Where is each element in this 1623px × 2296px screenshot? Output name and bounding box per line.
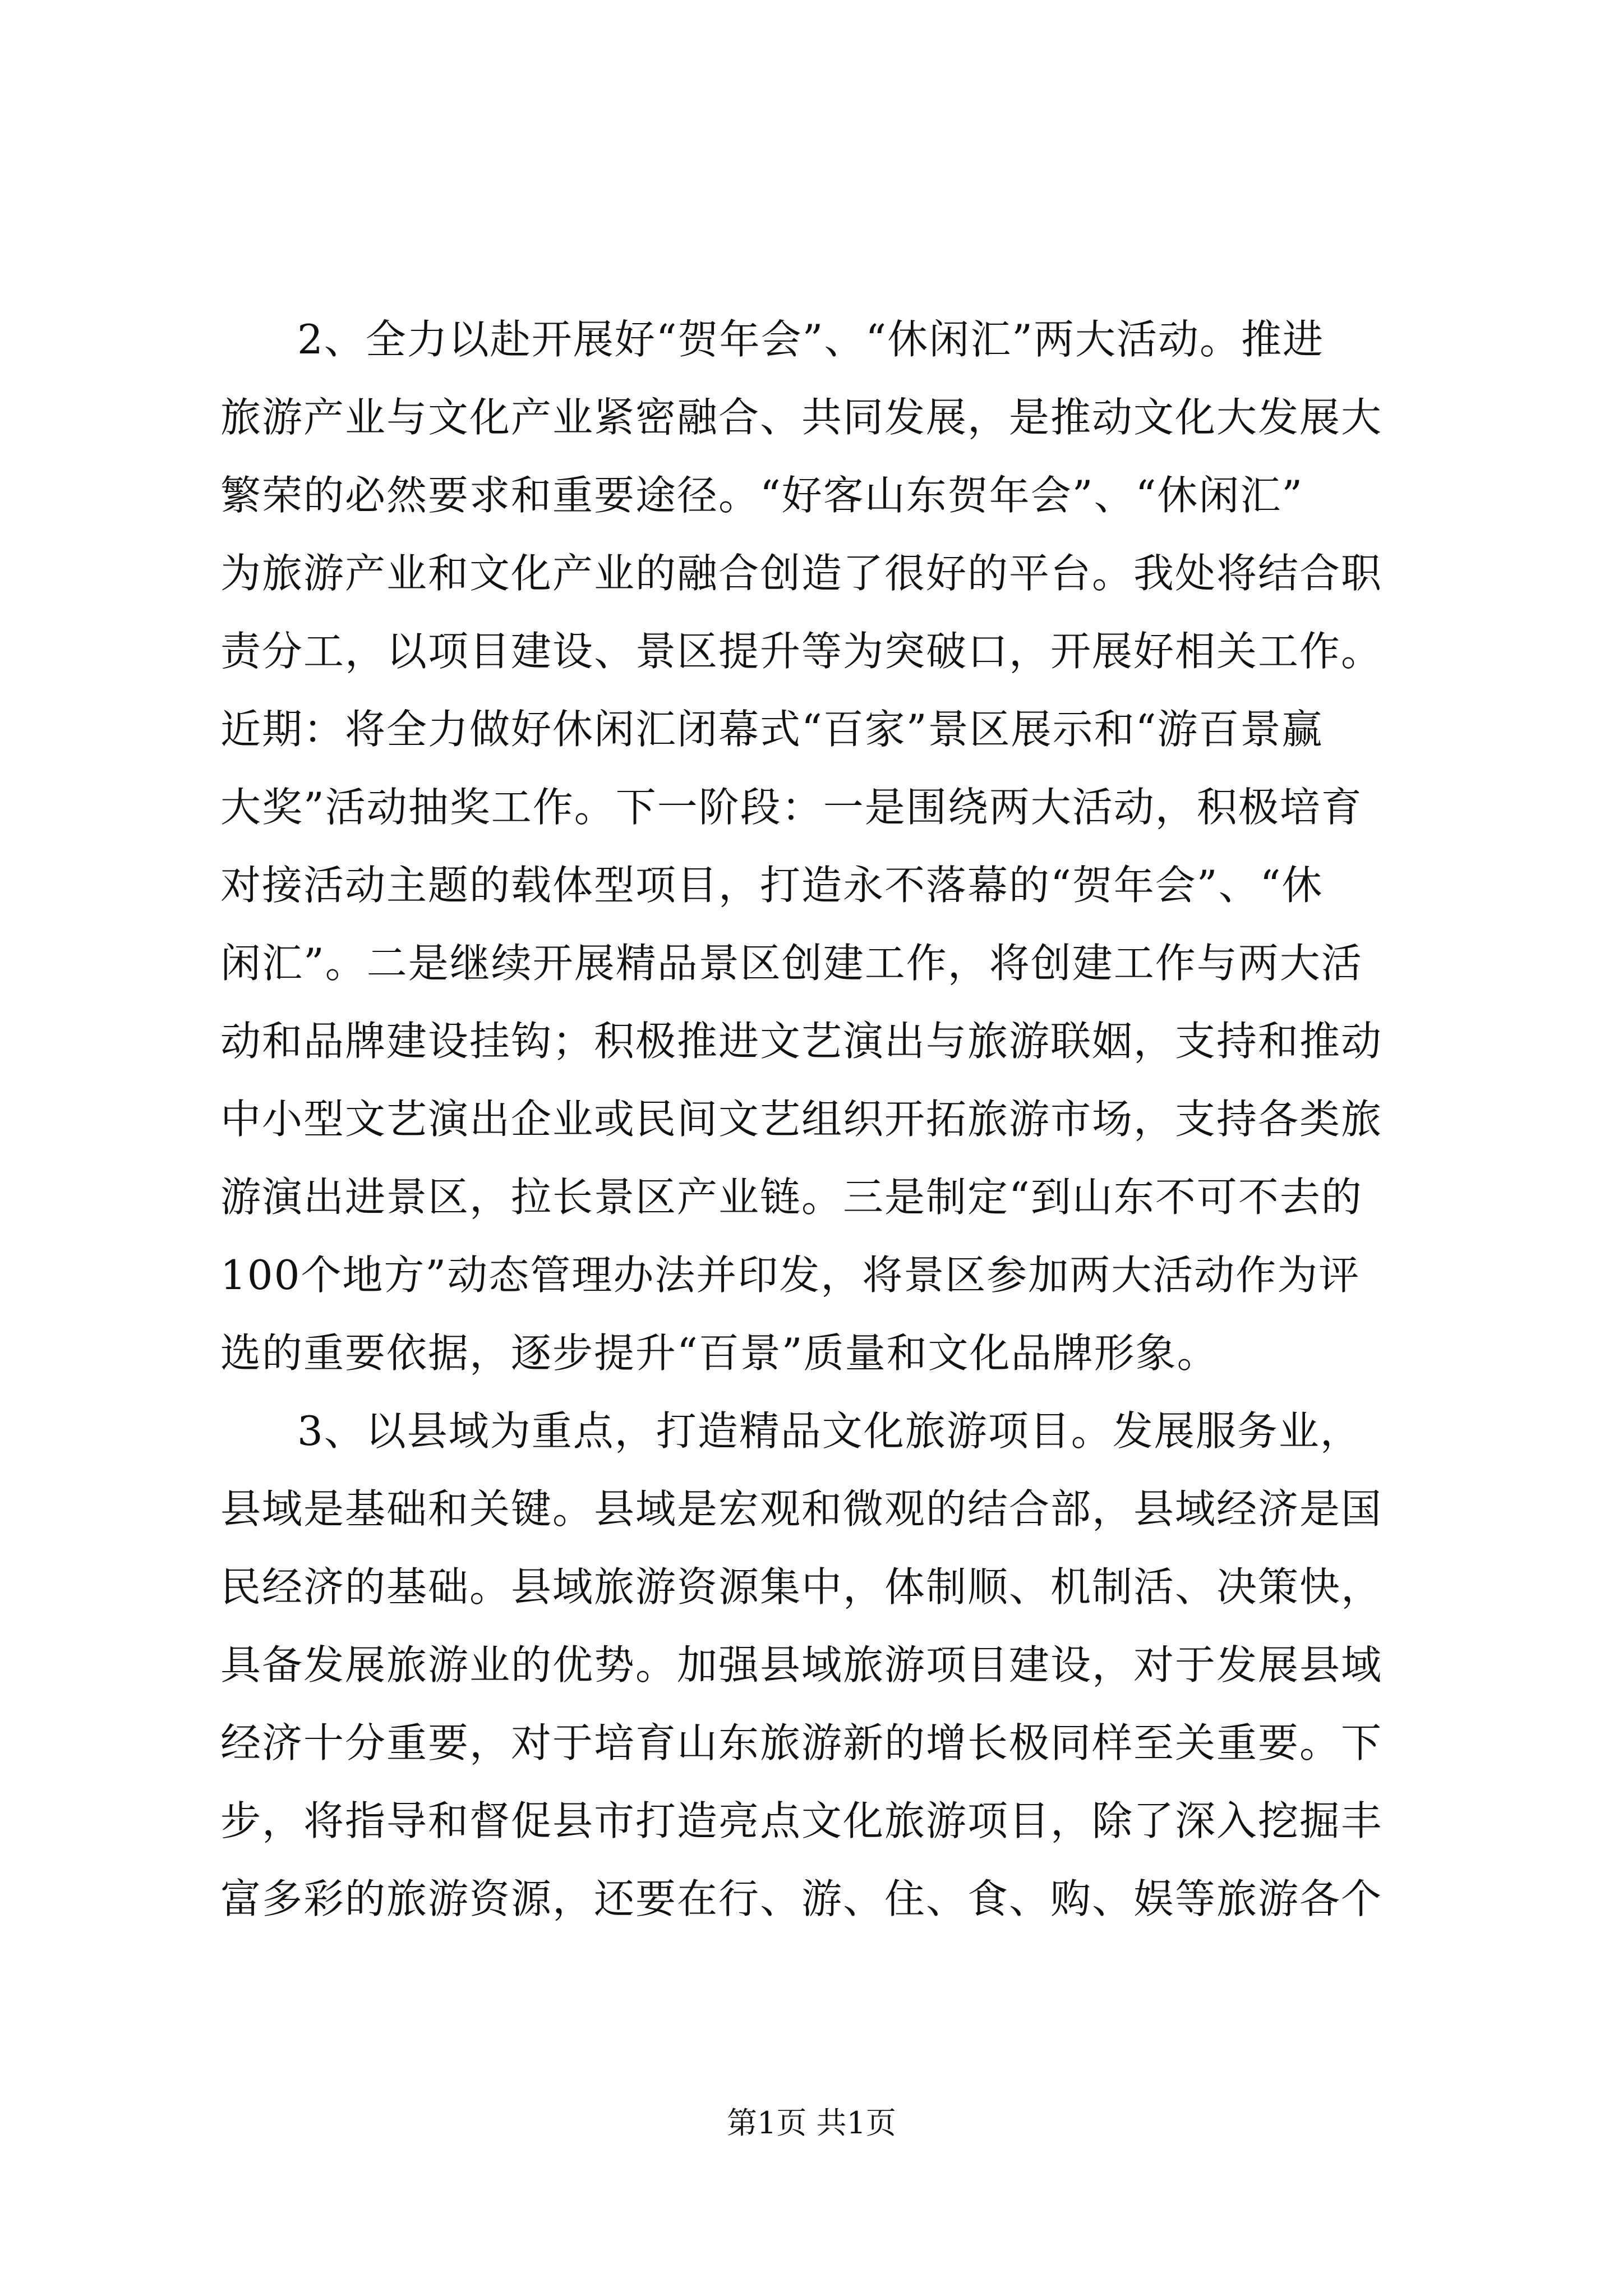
paragraph-line: 为旅游产业和文化产业的融合创造了很好的平台。我处将结合职 — [220, 550, 1383, 597]
paragraph-line: 闲汇”。二是继续开展精品景区创建工作，将创建工作与两大活 — [220, 940, 1363, 987]
paragraph-line: 2、全力以赴开展好“贺年会”、“休闲汇”两大活动。推进 — [297, 316, 1325, 363]
paragraph-line: 步，将指导和督促县市打造亮点文化旅游项目，除了深入挖掘丰 — [220, 1797, 1383, 1844]
paragraph-line: 经济十分重要，对于培育山东旅游新的增长极同样至关重要。下 — [220, 1719, 1383, 1766]
paragraph-line: 对接活动主题的载体型项目，打造永不落幕的“贺年会”、“休 — [220, 862, 1324, 909]
paragraph-line: 100个地方”动态管理办法并印发，将景区参加两大活动作为评 — [220, 1251, 1361, 1299]
paragraph-line: 近期：将全力做好休闲汇闭幕式“百家”景区展示和“游百景赢 — [220, 706, 1324, 753]
paragraph-line: 游演出进景区，拉长景区产业链。三是制定“到山东不可不去的 — [220, 1174, 1363, 1221]
paragraph-line: 旅游产业与文化产业紧密融合、共同发展，是推动文化大发展大 — [220, 394, 1383, 441]
paragraph-line: 大奖”活动抽奖工作。下一阶段：一是围绕两大活动，积极培育 — [220, 784, 1363, 831]
paragraph-line: 繁荣的必然要求和重要途径。“好客山东贺年会”、“休闲汇” — [220, 472, 1304, 519]
paragraph-line: 中小型文艺演出企业或民间文艺组织开拓旅游市场，支持各类旅 — [220, 1096, 1383, 1143]
page-number-footer: 第1页 共1页 — [727, 2105, 896, 2141]
paragraph-line: 民经济的基础。县域旅游资源集中，体制顺、机制活、决策快， — [220, 1563, 1383, 1611]
paragraph-line: 县域是基础和关键。县域是宏观和微观的结合部，县域经济是国 — [220, 1485, 1383, 1533]
paragraph-line: 富多彩的旅游资源，还要在行、游、住、食、购、娱等旅游各个 — [220, 1875, 1383, 1922]
paragraph-line: 选的重要依据，逐步提升“百景”质量和文化品牌形象。 — [220, 1329, 1219, 1377]
paragraph-line: 责分工，以项目建设、景区提升等为突破口，开展好相关工作。 — [220, 628, 1383, 675]
paragraph-line: 动和品牌建设挂钩；积极推进文艺演出与旅游联姻，支持和推动 — [220, 1018, 1383, 1065]
paragraph-line: 3、以县域为重点，打造精品文化旅游项目。发展服务业， — [297, 1407, 1362, 1455]
paragraph-line: 具备发展旅游业的优势。加强县域旅游项目建设，对于发展县域 — [220, 1641, 1383, 1688]
